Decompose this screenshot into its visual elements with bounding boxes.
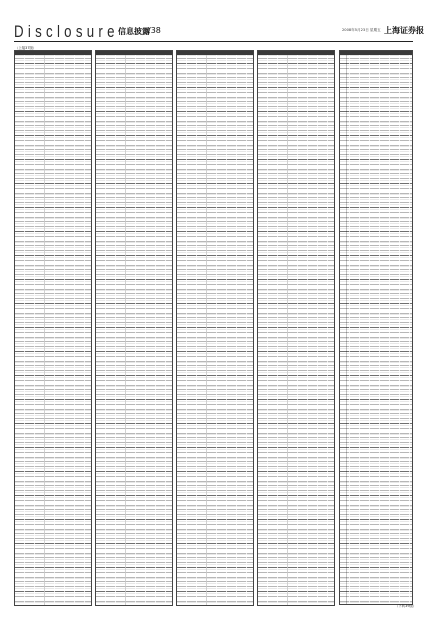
header-rule — [14, 41, 413, 42]
table-column-2 — [95, 50, 173, 606]
section-title: 信息披露 — [118, 27, 150, 36]
table-column-4 — [257, 50, 335, 606]
column-header-bar — [258, 51, 334, 55]
table-column-1 — [14, 50, 92, 606]
continued-on-label: （下转39版） — [395, 604, 417, 608]
column-header-bar — [177, 51, 253, 55]
column-header-bar — [15, 51, 91, 55]
brand-wordmark: Disclosure — [14, 22, 119, 41]
continued-label: （上接37版） — [15, 46, 37, 50]
column-header-bar — [340, 51, 412, 55]
column-header-bar — [96, 51, 172, 55]
table-column-3 — [176, 50, 254, 606]
newspaper-name: 上海证券报 — [384, 25, 424, 35]
page-header — [0, 0, 428, 46]
table-column-5 — [339, 50, 413, 605]
publication-date: 2008年5月23日 星期五 — [342, 28, 381, 32]
page-number: /38 — [148, 26, 161, 35]
